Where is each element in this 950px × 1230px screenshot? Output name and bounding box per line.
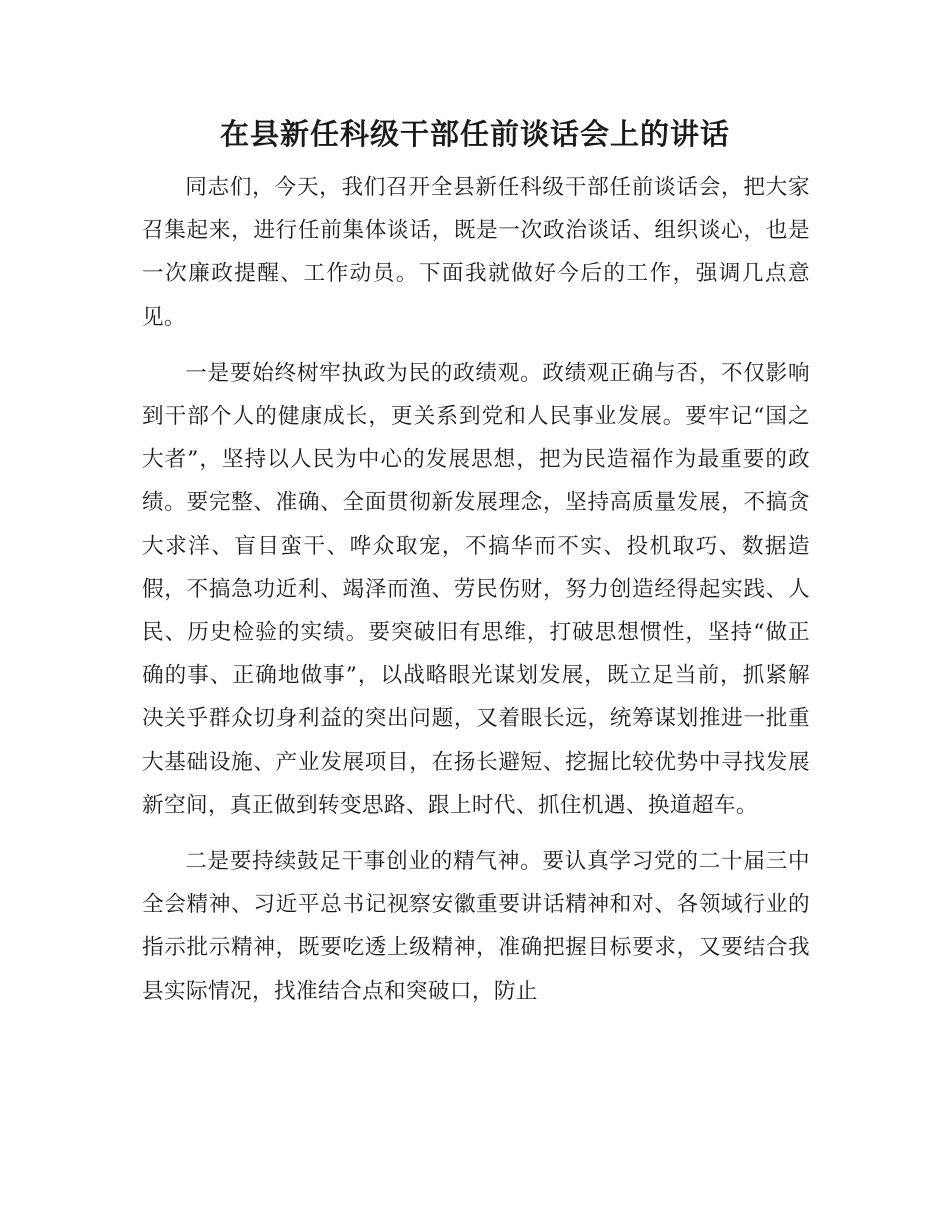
document-body bbox=[142, 166, 810, 1026]
paragraph-point-one: 一是要始终树牢执政为民的政绩观。政绩观正确与否，不仅影响到干部个人的健康成长，更关系到党和人民事业发展。要牢记“国之大者”，坚持以人民为中心的发展思想，把为民造福作为最重要的政绩。要完整、准确、全面贯彻新发展理念，坚持高质量发展，不搞贪大求洋、盲目蛮干、哗众取宠，不搞华而不实、投机取巧、数据造假，不搞急功近利、竭泽而渔、劳民伤财，努力创造经得起实践、人民、历史检验的实绩。要突破旧有思维，打破思想惯性，坚持“做正确的事、正确地做事”，以战略眼光谋划发展，既立足当前，抓紧解决关乎群众切身利益的突出问题，又着眼长远，统筹谋划推进一批重大基础设施、产业发展项目，在扬长避短、挖掘比较优势中寻找发展新空间，真正做到转变思路、跟上时代、抓住机遇、换道超车。 bbox=[142, 360, 810, 818]
document-title: 在县新任科级干部任前谈话会上的讲话 bbox=[219, 117, 730, 151]
paragraph-point-two: 二是要持续鼓足干事创业的精气神。要认真学习党的二十届三中全会精神、习近平总书记视察安徽重要讲话精神和对、各领域行业的指示批示精神，既要吃透上级精神，准确把握目标要求，又要结合我县实际情况，找准结合点和突破口，防止 bbox=[142, 849, 810, 1004]
paragraph-opening: 同志们，今天，我们召开全县新任科级干部任前谈话会，把大家召集起来，进行任前集体谈话，既是一次政治谈话、组织谈心，也是一次廉政提醒、工作动员。下面我就做好今后的工作，强调几点意见。 bbox=[142, 175, 810, 330]
